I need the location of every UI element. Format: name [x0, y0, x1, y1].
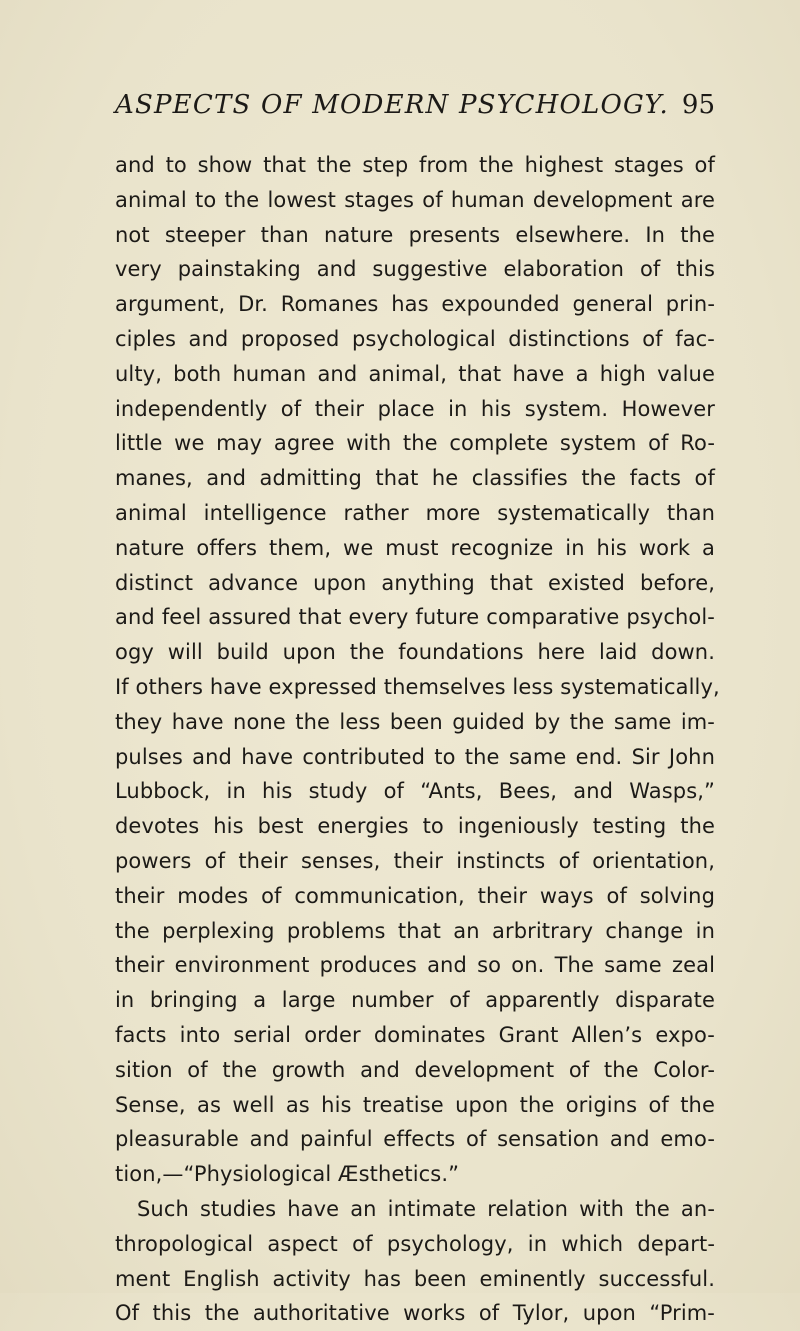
text-line: ogy will build upon the foundations here laid down. — [115, 640, 715, 665]
text-line: Lubbock, in his study of “Ants, Bees, and Wasps,” — [115, 779, 715, 804]
body-text — [115, 148, 720, 1331]
text-line: the perplexing problems that an arbritrary change in — [115, 918, 715, 943]
text-line: powers of their senses, their instincts of orientation, — [115, 848, 715, 873]
text-line: nature offers them, we must recognize in his work a — [115, 535, 715, 560]
page-number: 95 — [681, 90, 715, 120]
text-line: sition of the growth and development of the Color- — [115, 1057, 715, 1082]
text-line: independently of their place in his system. However — [115, 396, 715, 421]
text-line: ment English activity has been eminently successful. — [115, 1266, 715, 1291]
text-line: ciples and proposed psychological distinctions of fac- — [115, 326, 715, 351]
text-line: and feel assured that every future comparative psychol- — [115, 605, 715, 630]
text-line: very painstaking and suggestive elaboration of this — [115, 257, 715, 282]
text-line: and to show that the step from the highest stages of — [115, 153, 715, 177]
text-line: their modes of communication, their ways of solving — [115, 883, 715, 908]
text-line: pulses and have contributed to the same end. Sir John — [115, 744, 715, 769]
text-line: argument, Dr. Romanes has expounded general prin- — [115, 292, 715, 317]
text-line: distinct advance upon anything that existed before, — [115, 570, 715, 595]
text-line: thropological aspect of psychology, in which depart- — [115, 1231, 715, 1256]
text-line: in bringing a large number of apparently disparate — [115, 988, 715, 1013]
text-line: they have none the less been guided by the same im- — [115, 709, 715, 734]
text-line: manes, and admitting that he classifies the facts of — [115, 466, 715, 491]
text-line: If others have expressed themselves less systematically, — [115, 674, 720, 699]
text-line: Sense, as well as his treatise upon the origins of the — [115, 1092, 715, 1117]
running-head — [115, 90, 715, 130]
text-line: pleasurable and painful effects of sensation and emo- — [115, 1127, 715, 1152]
running-title: ASPECTS OF MODERN PSYCHOLOGY. — [115, 90, 670, 120]
text-line: animal intelligence rather more systematically than — [115, 500, 715, 525]
text-line: tion,—“Physiological Æsthetics.” — [115, 1162, 460, 1187]
text-line: little we may agree with the complete system of Ro- — [115, 431, 715, 456]
text-line: Of this the authoritative works of Tylor, upon “Prim- — [115, 1301, 715, 1326]
text-line: their environment produces and so on. The same zeal — [115, 953, 715, 978]
text-line: not steeper than nature presents elsewhere. In the — [115, 222, 715, 247]
text-line: Such studies have an intimate relation with the an- — [137, 1196, 715, 1221]
text-line: animal to the lowest stages of human development are — [115, 187, 715, 212]
text-line: facts into serial order dominates Grant Allen’s expo- — [115, 1022, 715, 1047]
text-line: devotes his best energies to ingeniously testing the — [115, 814, 715, 839]
text-line: ulty, both human and animal, that have a high value — [115, 361, 715, 386]
